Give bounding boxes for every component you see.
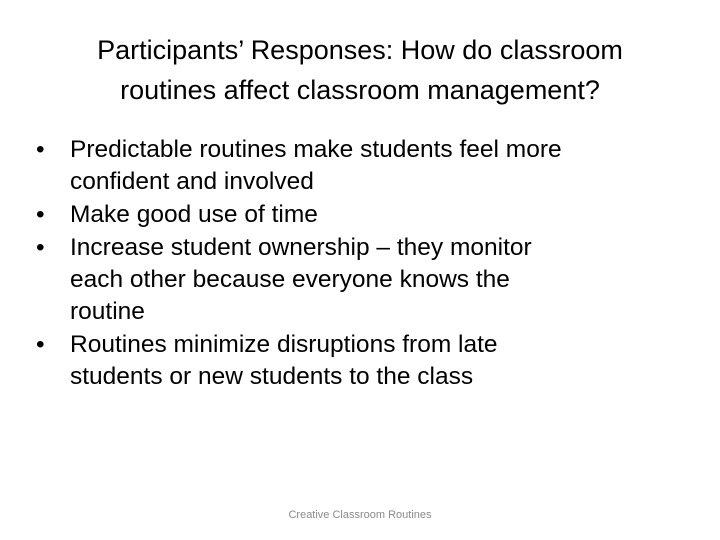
slide-footer: Creative Classroom Routines [288,509,432,521]
bullet-icon: • [36,201,45,228]
bullet-text-line: students or new students to the class [70,363,474,390]
bullet-item-predictable-routines [36,134,696,198]
bullet-item-student-ownership [36,232,696,328]
bullet-icon: • [36,331,45,358]
title-line-2: routines affect classroom management? [120,75,600,105]
bullet-text-line: Routines minimize disruptions from late [70,331,498,358]
bullet-text-line: routine [70,298,145,325]
bullet-text-line: each other because everyone knows the [70,266,510,293]
title-line-1: Participants’ Responses: How do classroom [97,35,623,65]
slide-title [20,30,700,110]
bullet-text-line: Predictable routines make students feel more [70,136,562,163]
bullet-text-line: confident and involved [70,168,314,195]
bullet-text-line: Increase student ownership – they monitor [70,234,532,261]
bullet-item-minimize-disruptions [36,329,696,393]
bullet-text-line: Make good use of time [70,201,318,228]
bullet-icon: • [36,234,45,261]
bullet-icon: • [36,136,45,163]
bullet-list [36,134,696,394]
bullet-item-good-use-of-time [36,199,696,231]
